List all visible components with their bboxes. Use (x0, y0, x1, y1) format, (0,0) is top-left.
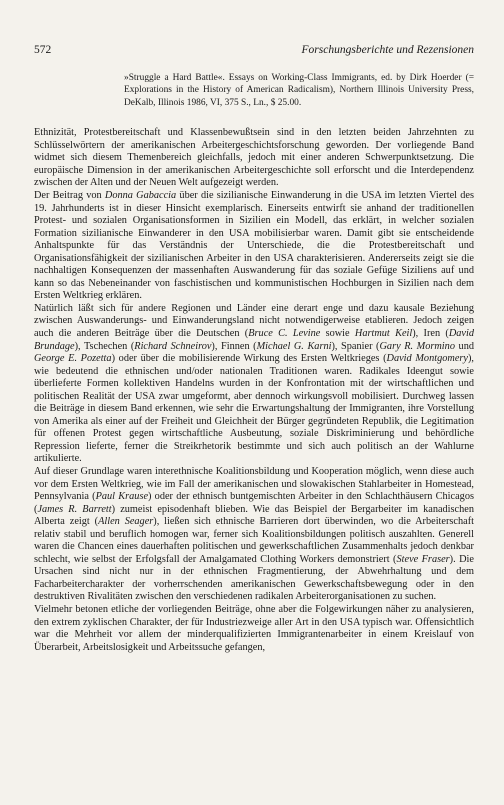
author-name: Allen Seager (98, 516, 154, 528)
author-name: Michael G. Karni (256, 340, 332, 352)
author-name: James R. Barrett (37, 503, 112, 515)
text-run: Der Beitrag von (34, 189, 105, 201)
page-header (34, 0, 474, 58)
text-run: ), Iren ( (412, 327, 449, 339)
paragraph-4 (34, 466, 474, 604)
text-run: ), ließen sich ethnische Barrieren dort überwinden, wo die Arbeiterschaft relativ stabil und beruflich homogen war, ferner sich Koalitionsbildungen politisch auszahlten. Generell waren die Chancen eines dauerhaften politischen und gewerkschaftlichen Zusammenhalts jedoch denkbar schlecht, wie selbst der Erfolgsfall der Amalgamated Clothing Workers demonstriert ( (34, 516, 474, 565)
author-name: Richard Schneirov (134, 340, 212, 352)
author-name: Hartmut Keil (354, 327, 413, 339)
author-name: Paul Krause (95, 491, 149, 503)
author-name: George E. Pozetta (34, 353, 112, 365)
author-name: Donna Gabaccia (104, 189, 177, 201)
text-run: sowie (320, 327, 355, 339)
text-run: ), wie bedeutend die ethnischen und/oder nationalen Traditionen waren. Radikales Ideengut sowie überlieferte Formen kollektiven Handelns wurden in der Konfrontation mit der wirtschaftlichen und politischen Realität der USA zwar umgeformt, aber dennoch wirkungsvoll mobilisiert. Durchweg lassen die Beiträge in diesem Band erkennen, wie sehr die Erwartungshaltung der Immigranten, ihre Vorstellung von Amerika als einer auf der Freiheit und Gleichheit der Bürger gegründeten Republik, die Legitimation für offenen Protest gegen wirtschaftliche Ausbeutung, soziale Diskriminierung und behördliche Repression lieferte, ferner die Streikrhetorik bestimmte und sich auch politisch an der Wahlurne artikulierte. (34, 353, 474, 465)
review-body (34, 127, 474, 654)
paragraph-2 (34, 190, 474, 303)
text-run: Natürlich läßt sich für andere Regionen und Länder eine derart enge und dazu kausale Beziehung zwischen Auswanderungs- und Einwanderungsland nicht notwendigerweise etablieren. Jedoch zeigen auch die anderen Beiträge über die Deutschen ( (34, 302, 474, 339)
text-run: ) oder der ethnisch buntgemischten Arbeiter in den Schlachthäusern Chicagos ( (34, 491, 474, 515)
text-run: Auf dieser Grundlage waren interethnische Koalitionsbildung und Kooperation möglich, wenn diese auch vor dem Ersten Weltkrieg, wie im Fall der amerikanischen und slowakischen Stahlarbeiter in Homestead, Pennsylvania ( (34, 465, 474, 503)
running-title: Forschungsberichte und Rezensionen (301, 44, 474, 56)
text-run: und (454, 340, 474, 352)
author-name: Gary R. Mormino (379, 340, 455, 352)
page-number: 572 (34, 44, 52, 56)
text-run: ) oder über die mobilisierende Wirkung des Ersten Weltkrieges ( (111, 353, 387, 365)
paragraph-5: Vielmehr betonen etliche der vorliegenden Beiträge, ohne aber die Folgewirkungen näher zu analysieren, den extrem zyklischen Charakter, der für Industriezweige aller Art in den USA typisch war. Offensichtlich war die Mehrheit vor allem der minderqualifizierten Immigrantenarbeiter in einem Kreislauf von Überarbeit, Arbeitslosigkeit und Arbeitssuche gefangen, (34, 604, 474, 653)
author-name: Steve Fraser (396, 553, 450, 565)
author-name: David Montgomery (386, 353, 468, 365)
text-run: über die sizilianische Einwanderung in die USA im letzten Viertel des 19. Jahrhunderts ist in dieser Hinsicht exemplarisch. Einerseits entwirft sie anhand der traditionellen Protest- und sozialen Organisationsformen in Sizilien ein Modell, das erklärt, in welcher sozialen Formation sizilianische Einwanderer in den USA mobilisierbar waren. Damit gibt sie entscheidende Anhaltspunkte für das Verständnis der Unterschiede, die die Protestbereitschaft und Organisationsfähigkeit der sizilianischen Arbeiter in den USA charakterisieren. Andererseits zeigt sie die nachhaltigen Konsequenzen der massenhaften Auswanderung für das soziale Gefüge Siziliens auf und kann so das Nebeneinander von faschistischen und kommunistischen Hochburgen in Sizilien nach dem Ersten Weltkrieg erklären. (34, 189, 474, 302)
text-run: ), Finnen ( (211, 340, 257, 352)
author-name: Bruce C. Levine (248, 327, 321, 339)
text-run: ), Spanier ( (331, 340, 380, 352)
text-run: ) zumeist episodenhaft blieben. Wie das Beispiel der Bergarbeiter im kanadischen Alberta zeigt ( (34, 503, 474, 528)
paragraph-3 (34, 303, 474, 466)
author-name: David Brundage (34, 327, 474, 352)
book-citation: »Struggle a Hard Battle«. Essays on Working-Class Immigrants, ed. by Dirk Hoerder (= Explorations in the History of American Radicalism), Northern Illinois University Press, DeKalb, Illinois 1986, VI, 375 S., Ln., $ 25.00. (124, 73, 474, 108)
text-run: ). Die Ursachen sind nicht nur in der ethnischen Fragmentierung, der Abwehrhaltung und dem Facharbeitercharakter der vorherrschenden amerikanischen Gewerkschaftsbewegung oder in den destruktiven Rivalitäten zwischen den verschiedenen radikalen Arbeiterorganisationen zu suchen. (34, 553, 474, 603)
text-run: ), Tschechen ( (74, 340, 135, 352)
paragraph-1: Ethnizität, Protestbereitschaft und Klassenbewußtsein sind in den letzten beiden Jahrzehnten zu Schlüsselwörtern der amerikanischen Arbeitergeschichtsforschung geworden. Der vorliegende Band widmet sich diesem Themenbereich gleichfalls, jedoch mit einer anderen Schwerpunktsetzung. Die europäische Dimension in der amerikanischen Arbeitergeschichte soll erforscht und die Interdependenz zwischen der Alten und der Neuen Welt aufgezeigt werden. (34, 127, 474, 189)
